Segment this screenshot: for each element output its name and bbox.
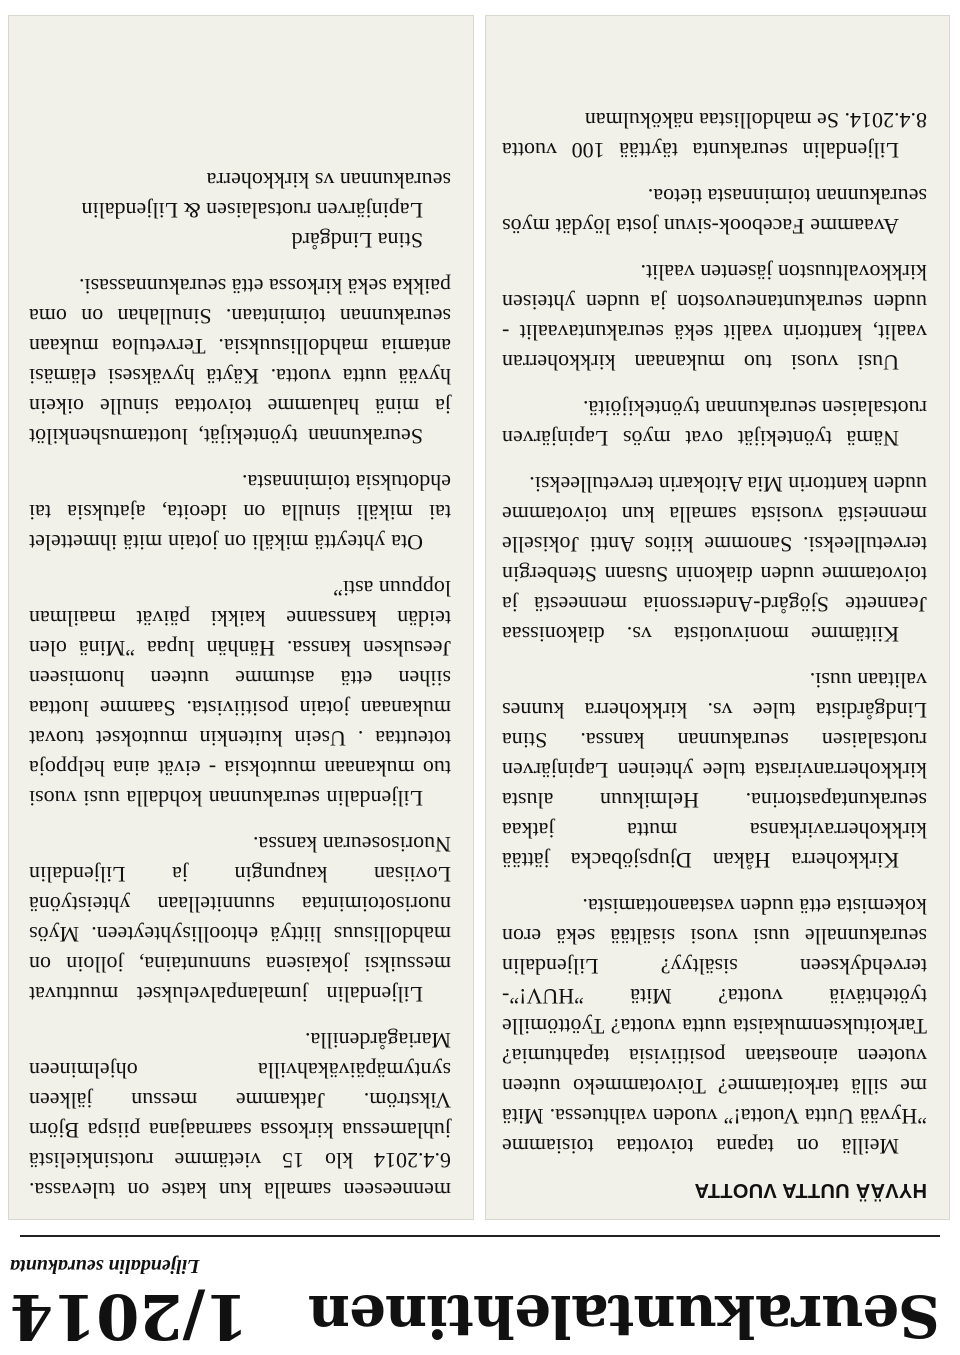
left-column <box>485 15 950 1220</box>
signature-role-continued: seurakunnan vs kirkkoherra <box>206 168 451 193</box>
paragraph: Nämä työntekijät ovat myös Lapinjärven ruotsalaisen seurakunnan työntekijöitä. <box>502 396 927 451</box>
signature-name: Stina Lindgård <box>291 228 423 253</box>
paragraph: Uusi vuosi tuo mukanaan kirkkoherran vaalit, kanttorin vaalit sekä seurakuntavaalit - uuden seurakuntaneuvoston ja uuden yhteisen kirkkovaltuuston jäsenten vaalit. <box>502 260 927 375</box>
masthead-title: Seurakuntalehtinen <box>308 1282 940 1350</box>
paragraph: Liljendalin seurakunta täyttää 100 vuotta 8.4.2014. Se mahdollistaa näkökulman <box>502 108 927 163</box>
paragraph: Kirkkoherra Håkan Djupsjöbacka jättää kirkkoherravirkansa mutta jatkaa seurakuntapastorina. Helmikuun alusta kirkkoherranvirasta tulee yhteinen Lapinjärven ruotsalaisen seurakunnan kanssa. Stina Lindgårdista tulee vs. kirkkoherra kunnes valitaan uusi. <box>502 668 927 873</box>
signature-block <box>29 165 451 255</box>
masthead <box>10 1237 940 1355</box>
right-column <box>8 15 474 1220</box>
paragraph: menneeseen samalla kun katse on tulevassa. 6.4.2014 klo 15 vietämme ruotsinkielistä juhlamessua kirkossa saarnaajana piispa Björn Vikström. Jatkamme messun jälkeen syntymäpäiväkahvilla ohjelmineen Mariagårdenilla. <box>29 1028 451 1203</box>
paragraph: Seurakunnan työntekijät, luottamushenkilöt ja minä haluamme toivottaa sinulle oikein hyvää uutta vuotta. Käytä hyväksesi elämäsi antamia mahdollisuuksia. Tervetuloa mukaan seurakunnan toimintaan. Sinullahan on oma paikka sekä kirkossa että seurakunnassasi. <box>29 274 451 449</box>
paragraph: Liljendalin seurakunnan kohdalla uusi vuosi tuo mukanaan muutoksia - eivät aina helppoja toteuttaa . Usein kuitenkin muutokset tuovat mukanaan jotain positiivista. Saamme luottaa siihen että astumme uuteen huomiseen Jeesuksen kanssa. Hänhän lupaa ”Minä olen teidän kanssanne kaikki päivät maailman loppuun asti” <box>29 576 451 811</box>
signature-role: Lapinjärven ruotsalaisen & Liljendalin <box>81 198 423 223</box>
issue-number: 1/2014 <box>10 1280 249 1353</box>
article-headline: HYVÄÄ UUTTA VUOTTA <box>694 1179 927 1201</box>
paragraph: Kiitämme monivuotista vs. diakonissaa Jeannette Sjögård-Anderssonia menneestä ja toivotamme uuden diakonin Susann Stenbergin tervetulleeksi. Sanomme kiitos Antti Jokiselle menneistä vuosista samalla kun toivotamme uuden kanttorin Mia Aitokarin tervetulleeksi. <box>502 472 927 647</box>
paragraph: Meillä on tapana toivottaa toisiamme ”Hyvää Uutta Vuotta!” vuoden vaihtuessa. Mitä me sillä tarkoitamme? Toivotammeko uuteen vuoteen ainoastaan positiivisia tapahtumia? Tarkoituksenmukaista uutta vuotta? Työttömille työtehtäviä vuotta? Mitä ”HUV!”- tervehdykseen sisältyy? Liljendalin seurakunnalle uusi vuosi sisältää sekä eron kokemista että uuden vastaanottamista. <box>502 894 927 1159</box>
paragraph: Liljendalin jumalanpalvelukset muuttuvat messuiksi jokaisena sunnuntaina, jolloin on mahdollisuus liittyä ehtoollisyhteyteen. Myös nuorisotoimintaa suunnitellaan yhteistyönä Loviisan kaupungin ja Liljendalin Nuorisoseuran kanssa. <box>29 832 451 1007</box>
masthead-subtitle: Liljendalin seurakunta <box>10 1255 200 1277</box>
paragraph: Avaamme Facebook-sivun josta löydät myös seurakunnan toiminnasta tietoa. <box>502 184 927 239</box>
paragraph: Ota yhteyttä mikäli on jotain mitä ihmettelet tai mikäli sinulla on ideoita, ajatuksia tai ehdotuksia toiminnasta. <box>29 470 451 555</box>
masthead-divider <box>20 1235 940 1237</box>
